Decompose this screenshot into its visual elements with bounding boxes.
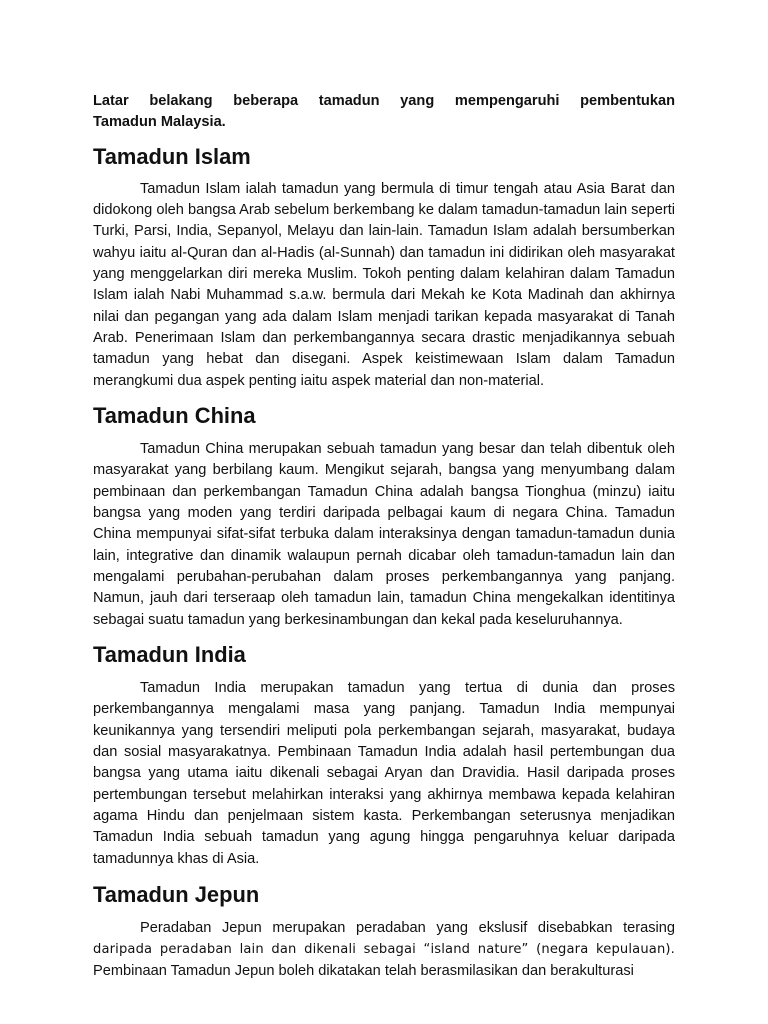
document-title [93,91,675,134]
document-title-line-2: Tamadun Malaysia. [93,114,226,131]
document-title-line-1: Latar belakang beberapa tamadun yang mempengaruhi pembentukan [93,93,675,109]
document-page [93,0,675,982]
section-body-jepun-part-1: Peradaban Jepun merupakan peradaban yang ekslusif disebabkan terasing [140,920,675,937]
section-body-jepun [93,918,675,982]
section-body-china: Tamadun China merupakan sebuah tamadun yang besar dan telah dibentuk oleh masyarakat yang berbilang kaum. Mengikut sejarah, bangsa yang menyumbang dalam pembinaan dan perkembangan Tamadun China adalah bangsa Tionghua (minzu) iaitu bangsa yang moden yang terdiri daripada pelbagai kaum di negara China. Tamadun China mempunyai sifat-sifat terbuka dalam interaksinya dengan tamadun-tamadun dunia lain, integrative dan dinamik walaupun pernah dicabar oleh tamadun-tamadun lain dan mengalami perubahan-perubahan dalam proses perkembangannya yang panjang. Namun, jauh dari terseraap oleh tamadun lain, tamadun China mengekalkan identitinya sebagai suatu tamadun yang berkesinambungan dan kekal pada keseluruhannya. [93,441,675,628]
section-heading-china: Tamadun China [93,402,256,428]
section-body-jepun-part-3: Pembinaan Tamadun Jepun boleh dikatakan telah berasmilasikan dan berakulturasi [93,962,634,979]
section-heading-jepun: Tamadun Jepun [93,881,260,907]
section-heading-india: Tamadun India [93,641,246,667]
section-heading-islam: Tamadun Islam [93,143,251,169]
section-body-islam: Tamadun Islam ialah tamadun yang bermula di timur tengah atau Asia Barat dan didokong oleh bangsa Arab sebelum berkembang ke dalam tamadun-tamadun lain seperti Turki, Parsi, India, Sepanyol, Melayu dan lain-lain. Tamadun Islam adalah bersumberkan wahyu iaitu al-Quran dan al-Hadis (al-Sunnah) dan tamadun ini didirikan oleh masyarakat yang menggelarkan diri mereka Muslim. Tokoh penting dalam kelahiran dalam Tamadun Islam ialah Nabi Muhammad s.a.w. bermula dari Mekah ke Kota Madinah dan akhirnya nilai dan pegangan yang ada dalam Islam menjadi tarikan kepada masyarakat di Tanah Arab. Penerimaan Islam dan perkembangannya secara drastic menjadikannya sebuah tamadun yang hebat dan disegani. Aspek keistimewaan Islam dalam Tamadun merangkumi dua aspek penting iaitu aspek material dan non-material. [93,180,675,389]
section-body-india: Tamadun India merupakan tamadun yang tertua di dunia dan proses perkembangannya mengalami masa yang panjang. Tamadun India mempunyai keunikannya yang tersendiri meliputi pola perkembangan sejarah, masyarakat, budaya dan sosial masyarakatnya. Pembinaan Tamadun India adalah hasil pertembungan dua bangsa yang utama iaitu dikenali sebagai Aryan dan Dravidia. Hasil daripada proses pertembungan tersebut melahirkan interaksi yang akhirnya membawa kepada kelahiran agama Hindu dan penjelmaan sistem kasta. Perkembangan seterusnya menjadikan Tamadun India sebuah tamadun yang agung hingga pengaruhnya keluar daripada tamadunnya khas di Asia. [93,680,675,867]
section-body-jepun-part-2: daripada peradaban lain dan dikenali sebagai “island nature” (negara kepulauan). [93,942,675,958]
